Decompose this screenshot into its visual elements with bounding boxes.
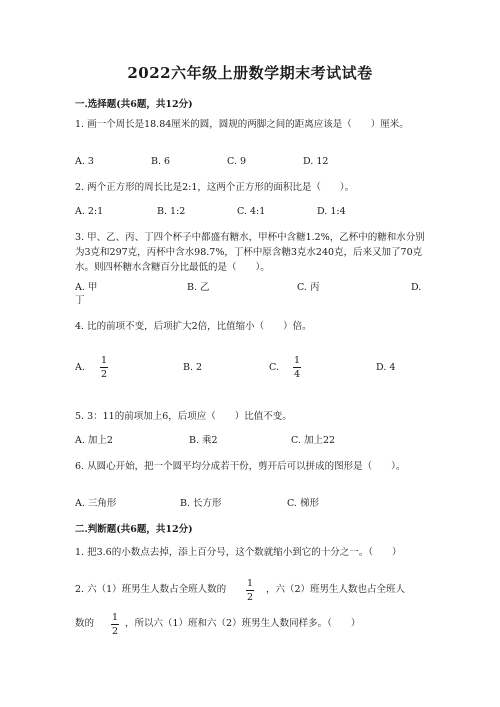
fraction-numerator: 1 [246,578,254,589]
q1-option-b[interactable]: B. 6 [151,156,171,167]
fraction-numerator: 1 [111,612,119,623]
page-title: 2022六年级上册数学期末考试试卷 [127,64,373,82]
fraction-bar [293,367,301,368]
q2-option-a[interactable]: A. 2:1 [75,206,104,217]
q6-option-a[interactable]: A. 三角形 [75,498,117,509]
q6-option-b[interactable]: B. 长方形 [180,498,222,509]
q4-option-c[interactable]: C. [269,362,279,373]
fraction-numerator: 1 [100,355,108,366]
question-6: 6. 从圆心开始，把一个圆平均分成若干份，剪开后可以拼成的图形是（ ）。 [75,461,406,472]
q2-option-d[interactable]: D. 1:4 [317,206,346,217]
question-1: 1. 画一个周长是18.84厘米的圆，圆规的两脚之间的距离应该是（ ）厘米。 [75,119,409,130]
q3-option-c[interactable]: C. 丙 [297,282,320,293]
judgment-2-line1-start: 2. 六（1）班男生人数占全班人数的 [75,584,227,595]
fraction-denominator: 2 [100,369,108,380]
fraction-bar [246,590,254,591]
q3-option-d[interactable]: D. [411,282,422,293]
judgment-1: 1. 把3.6的小数点去掉，添上百分号，这个数就缩小到它的十分之一。（ ） [75,547,402,558]
question-4: 4. 比的前项不变，后项扩大2倍，比值缩小（ ）倍。 [75,321,312,332]
section-heading-judgment: 二.判断题(共6题，共12分) [75,524,193,535]
question-3: 3. 甲、乙、丙、丁四个杯子中都盛有糖水，甲杯中含糖1.2%，乙杯中的糖和水分别为3克和297克，丙杯中含水98.7%，丁杯中原含糖3克水240克，后来又加了70克水。则四杯糖水含糖百分比最低的是（ ）。 [75,232,425,273]
q4-option-a[interactable]: A. [75,362,85,373]
q6-option-c[interactable]: C. 梯形 [287,498,319,509]
q4-option-d[interactable]: D. 4 [376,362,396,373]
judgment-2-fraction-2 [111,612,119,637]
q5-option-a[interactable]: A. 加上2 [75,435,113,446]
q1-option-c[interactable]: C. 9 [227,156,247,167]
q4-option-b[interactable]: B. 2 [183,362,203,373]
q5-option-b[interactable]: B. 乘2 [189,435,218,446]
q2-option-b[interactable]: B. 1:2 [157,206,186,217]
q3-option-b[interactable]: B. 乙 [187,282,210,293]
q4-option-c-fraction [293,355,301,380]
section-heading-choice: 一.选择题(共6题，共12分) [75,99,193,110]
q3-option-a[interactable]: A. 甲 [75,282,98,293]
fraction-numerator: 1 [293,355,301,366]
q1-option-a[interactable]: A. 3 [75,156,94,167]
judgment-2-line2-end: ，所以六（1）班和六（2）班男生人数同样多。（ ） [125,618,361,629]
question-5: 5. 3：11的前项加上6，后项应（ ）比值不变。 [75,411,292,422]
q1-option-d[interactable]: D. 12 [303,156,329,167]
q5-option-c[interactable]: C. 加上22 [291,435,336,446]
fraction-bar [111,624,119,625]
question-2: 2. 两个正方形的周长比是2:1，这两个正方形的面积比是（ ）。 [75,182,355,193]
q2-option-c[interactable]: C. 4:1 [237,206,266,217]
fraction-denominator: 4 [293,369,301,380]
judgment-2-line1-end: ，六（2）班男生人数也占全班人 [266,584,406,595]
q4-option-a-fraction [100,355,108,380]
q3-option-d-text: 丁 [75,295,85,306]
fraction-denominator: 2 [246,592,254,603]
fraction-denominator: 2 [111,626,119,637]
fraction-bar [100,367,108,368]
judgment-2-fraction-1 [246,578,254,603]
judgment-2-line2-start: 数的 [75,618,95,629]
